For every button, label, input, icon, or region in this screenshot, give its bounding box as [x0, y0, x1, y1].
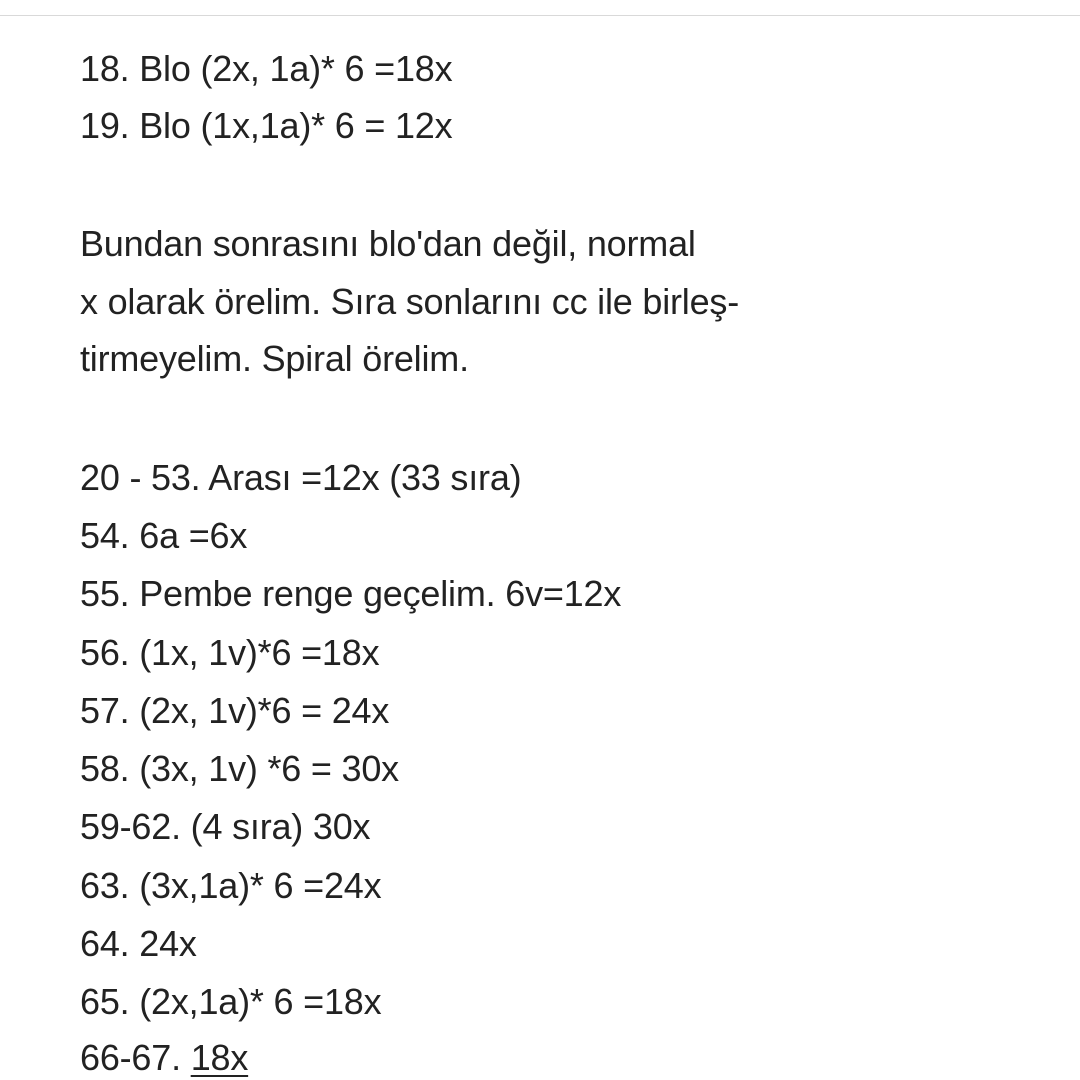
row-20-53: 20 - 53. Arası =12x (33 sıra): [80, 457, 522, 498]
row-65: 65. (2x,1a)* 6 =18x: [80, 981, 382, 1022]
row-66-67-value: 18x: [190, 1037, 249, 1078]
row-58: 58. (3x, 1v) *6 = 30x: [80, 748, 399, 789]
row-56: 56. (1x, 1v)*6 =18x: [80, 632, 380, 673]
row-55: 55. Pembe renge geçelim. 6v=12x: [80, 573, 622, 614]
row-57: 57. (2x, 1v)*6 = 24x: [80, 690, 390, 731]
row-18: 18. Blo (2x, 1a)* 6 =18x: [80, 48, 453, 89]
row-19: 19. Blo (1x,1a)* 6 = 12x: [80, 105, 453, 146]
row-64: 64. 24x: [80, 923, 197, 964]
paragraph-line-3: tirmeyelim. Spiral örelim.: [80, 338, 469, 379]
row-63: 63. (3x,1a)* 6 =24x: [80, 865, 382, 906]
paragraph-line-1: Bundan sonrasını blo'dan değil, normal: [80, 223, 696, 264]
paragraph-line-2: x olarak örelim. Sıra sonlarını cc ile birleş-: [80, 281, 740, 322]
row-54: 54. 6a =6x: [80, 515, 248, 556]
row-66-67-prefix: 66-67.: [80, 1037, 191, 1078]
top-divider: [0, 15, 1080, 16]
row-59-62: 59-62. (4 sıra) 30x: [80, 806, 371, 847]
row-66-67: [80, 1036, 248, 1080]
